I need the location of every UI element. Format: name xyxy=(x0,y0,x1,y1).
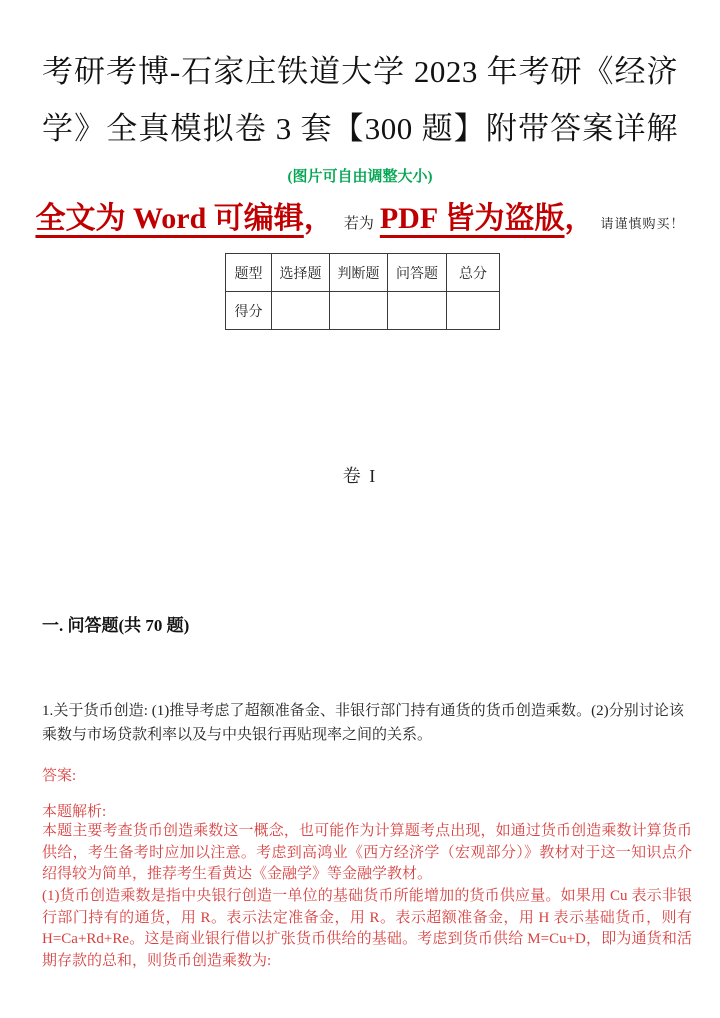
question-1-text: 1.关于货币创造: (1)推导考虑了超额准备金、非银行部门持有通货的货币创造乘数。(2)分别讨论该乘数与市场贷款利率以及与中央银行再贴现率之间的关系。 xyxy=(42,703,684,743)
analysis-label: 本题解析: xyxy=(42,804,107,820)
section-heading: 一. 问答题(共 70 题) xyxy=(42,616,190,635)
notice-editable-text: 全文为 Word 可编辑 xyxy=(35,202,304,235)
score-table-score-row xyxy=(226,292,500,330)
notice-if-label: 若为 xyxy=(343,216,374,232)
document-title-line-1: 考研考博-石家庄铁道大学 2023 年考研《经济 xyxy=(42,54,678,89)
resize-note: (图片可自由调整大小) xyxy=(287,169,433,185)
score-header-type: 题型 xyxy=(226,254,272,292)
notice-comma-1: ， xyxy=(303,202,334,235)
score-cell-empty xyxy=(447,292,500,330)
answer-label: 答案: xyxy=(42,768,77,784)
document-title-line-2: 学》全真模拟卷 3 套【300 题】附带答案详解 xyxy=(42,111,678,146)
score-cell-empty xyxy=(330,292,388,330)
analysis-paragraph-2: (1)货币创造乘数是指中央银行创造一单位的基础货币所能增加的货币供应量。如果用 Cu 表示非银行部门持有的通货，用 R。表示法定准备金，用 R。表示超额准备金，用 H 表示基础货币，则有 H=Ca+Rd+Re。这是商业银行借以扩张货币供给的基础。考虑到货币供给 M=Cu+D，即为通货和活期存款的总和，则货币创造乘数为: xyxy=(42,888,692,969)
score-header-total: 总分 xyxy=(447,254,500,292)
notice-comma-2: ， xyxy=(564,202,595,235)
anti-piracy-notice xyxy=(0,193,720,237)
score-table xyxy=(225,253,500,330)
score-table-header-row xyxy=(226,254,500,292)
notice-caution-text: 请谨慎购买！ xyxy=(600,216,685,231)
score-row-label: 得分 xyxy=(226,292,272,330)
notice-pirated-text: PDF 皆为盗版 xyxy=(379,202,565,235)
score-cell-empty xyxy=(272,292,330,330)
analysis-paragraph-1: 本题主要考查货币创造乘数这一概念，也可能作为计算题考点出现，如通过货币创造乘数计算货币供给，考生备考时应加以注意。考虑到高鸿业《西方经济学（宏观部分）》教材对于这一知识点介绍得较为简单，推荐考生看黄达《金融学》等金融学教材。 xyxy=(42,823,692,883)
score-header-choice: 选择题 xyxy=(272,254,330,292)
score-cell-empty xyxy=(388,292,447,330)
score-header-qa: 问答题 xyxy=(388,254,447,292)
score-header-judge: 判断题 xyxy=(330,254,388,292)
volume-label: 卷 I xyxy=(342,466,378,486)
